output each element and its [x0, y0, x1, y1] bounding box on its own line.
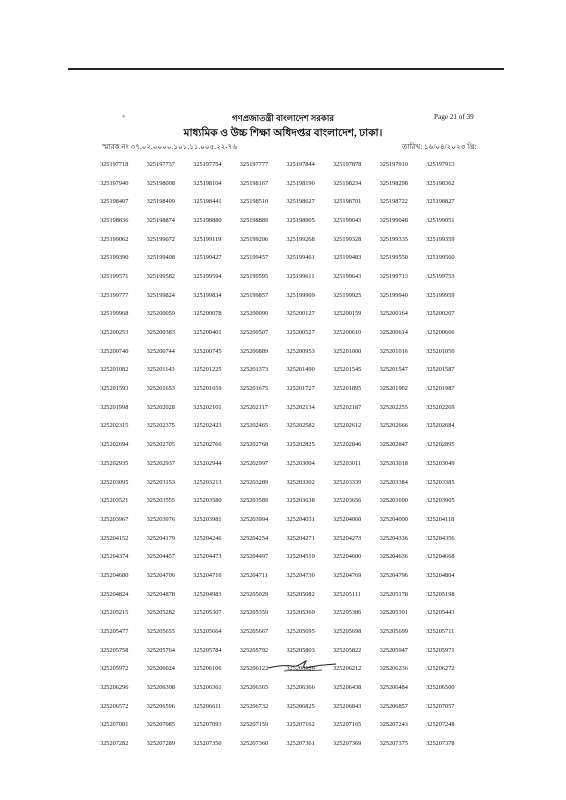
roll-number-cell: 325198836	[100, 216, 129, 224]
roll-number-cell: 325198234	[332, 179, 362, 187]
roll-number-cell: 325207165	[332, 721, 362, 729]
roll-number-cell: 325205711	[426, 628, 455, 636]
roll-number-cell: 325198874	[146, 216, 175, 224]
roll-number-cell: 325205667	[239, 628, 269, 636]
table-row	[100, 398, 473, 417]
roll-number-cell: 325203004	[286, 459, 315, 467]
roll-number-cell: 325202825	[286, 441, 315, 449]
table-row	[100, 155, 473, 174]
roll-number-cell: 325205359	[239, 609, 269, 617]
roll-number-cell: 325204273	[332, 534, 362, 542]
roll-number-cell: 325200059	[146, 310, 175, 318]
roll-number-cell: 325207378	[426, 740, 455, 748]
roll-number-cell: 325204118	[426, 515, 455, 523]
roll-number-cell: 325207350	[193, 740, 222, 748]
roll-number-cell: 325203656	[332, 497, 362, 505]
roll-number-cell: 325203153	[146, 478, 175, 486]
roll-number-cell: 325201143	[146, 366, 175, 374]
roll-number-cell: 325203302	[286, 478, 315, 486]
table-row	[100, 491, 473, 510]
roll-number-cell: 325207085	[146, 721, 175, 729]
roll-number-cell: 325205792	[239, 646, 269, 654]
roll-number-cell: 325197940	[100, 179, 129, 187]
table-row	[100, 417, 473, 436]
roll-number-cell: 325204271	[286, 534, 315, 542]
roll-number-cell: 325206484	[379, 684, 408, 692]
roll-number-cell: 325199408	[146, 254, 175, 262]
roll-number-cell: 325202028	[146, 403, 175, 411]
roll-number-cell: 325204824	[100, 590, 129, 598]
roll-number-cell: 325205477	[100, 628, 129, 636]
roll-number-cell: 325197754	[193, 160, 222, 168]
roll-number-cell: 325206596	[146, 702, 175, 710]
roll-number-cell: 325199461	[286, 254, 315, 262]
roll-number-cell: 325202375	[146, 422, 175, 430]
roll-number-cell: 325206308	[146, 684, 175, 692]
roll-number-cell: 325197737	[146, 160, 175, 168]
roll-number-cell: 325204600	[332, 553, 362, 561]
roll-number-cell: 325206236	[379, 665, 408, 673]
roll-number-cell: 325199062	[100, 235, 129, 243]
memo-number: স্মারক নং ৩৭.০২.০০০০.১০১.১১.০০৫.২২-৭৬	[102, 143, 238, 151]
roll-number-cell: 325206572	[100, 702, 129, 710]
roll-number-cell: 325200744	[146, 347, 175, 355]
roll-number-cell: 325197913	[426, 160, 455, 168]
roll-number-cell: 325204031	[286, 515, 315, 523]
roll-number-cell: 325198167	[239, 179, 269, 187]
roll-number-cell: 325203905	[426, 497, 455, 505]
table-row	[100, 585, 473, 604]
roll-number-cell: 325199753	[426, 272, 455, 280]
roll-number-cell: 325207159	[239, 721, 269, 729]
roll-number-cell: 325197844	[286, 160, 315, 168]
roll-number-cell: 325201675	[239, 385, 269, 393]
roll-number-cell: 325204680	[100, 571, 129, 579]
page-subtitle: মাধ্যমিক ও উচ্চ শিক্ষা অধিদপ্তর বাংলাদেশ, ঢাকা।	[183, 128, 383, 139]
roll-number-cell: 325205443	[426, 609, 455, 617]
roll-number-cell: 325202423	[193, 422, 222, 430]
roll-number-cell: 325197777	[239, 160, 269, 168]
roll-number-cell: 325200610	[332, 329, 362, 337]
roll-number-cell: 325201987	[426, 385, 455, 393]
roll-number-cell: 325202684	[426, 422, 455, 430]
roll-number-cell: 325200383	[146, 329, 175, 337]
roll-number-cell: 325206500	[426, 684, 455, 692]
roll-number-cell: 325199643	[332, 272, 362, 280]
roll-number-cell: 325206732	[239, 702, 269, 710]
table-row	[100, 267, 473, 286]
roll-number-cell: 325207361	[286, 740, 315, 748]
roll-number-cell: 325207369	[332, 740, 362, 748]
roll-number-cell: 325201902	[379, 385, 408, 393]
roll-number-cell: 325202117	[239, 403, 268, 411]
roll-number-cell: 325205822	[332, 646, 362, 654]
roll-number-cell: 325206857	[379, 702, 408, 710]
roll-number-cell: 325202187	[332, 403, 362, 411]
roll-number-cell: 325203339	[332, 478, 362, 486]
roll-number-cell: 325204878	[146, 590, 175, 598]
roll-number-cell: 325199857	[239, 291, 269, 299]
roll-number-cell: 325206361	[193, 684, 222, 692]
roll-number-cell: 325201659	[193, 385, 222, 393]
roll-number-cell: 325201000	[332, 347, 362, 355]
roll-number-cell: 325205655	[146, 628, 175, 636]
roll-number-cell: 325203555	[146, 497, 175, 505]
roll-number-cell: 325199595	[239, 272, 269, 280]
roll-number-cell: 325202895	[426, 441, 455, 449]
roll-number-cell: 325201727	[286, 385, 315, 393]
roll-number-cell: 325201225	[193, 366, 222, 374]
roll-number-cell: 325199457	[239, 254, 269, 262]
signature	[266, 656, 338, 674]
roll-number-cell: 325201373	[239, 366, 269, 374]
roll-number-cell: 325204804	[426, 571, 455, 579]
roll-number-cell: 325204730	[286, 571, 315, 579]
roll-number-cell: 325202315	[100, 422, 129, 430]
roll-number-cell: 325203638	[286, 497, 315, 505]
roll-number-cell: 325205386	[332, 609, 362, 617]
roll-number-cell: 325199268	[286, 235, 315, 243]
roll-number-cell: 325207081	[100, 721, 129, 729]
roll-number-cell: 325204711	[239, 571, 268, 579]
roll-number-cell: 325200164	[379, 310, 408, 318]
roll-number-cell: 325201082	[100, 366, 129, 374]
roll-number-cell: 325205215	[100, 609, 129, 617]
table-row	[100, 454, 473, 473]
roll-number-cell: 325204246	[193, 534, 222, 542]
roll-number-cell: 325199824	[146, 291, 175, 299]
roll-number-cell: 325200889	[239, 347, 269, 355]
roll-number-cell: 325200527	[286, 329, 315, 337]
roll-number-cell: 325198190	[286, 179, 315, 187]
roll-number-cell: 325198407	[100, 198, 129, 206]
roll-number-cell: 325206611	[193, 702, 222, 710]
roll-number-cell: 325198362	[426, 179, 455, 187]
table-row	[100, 323, 473, 342]
roll-number-cell: 325207375	[379, 740, 408, 748]
document-date: তারিখ: ১৬/০৪/২০২৩ খ্রি:	[402, 143, 477, 151]
roll-number-cell: 325206212	[332, 665, 362, 673]
roll-number-cell: 325204983	[193, 590, 222, 598]
roll-number-cell: 325198298	[379, 179, 408, 187]
roll-number-cell: 325198441	[193, 198, 222, 206]
table-row	[100, 248, 473, 267]
roll-number-cell: 325202768	[239, 441, 269, 449]
roll-number-cell: 325201998	[100, 403, 129, 411]
roll-number-cell: 325204473	[193, 553, 222, 561]
roll-number-cell: 325198905	[286, 216, 315, 224]
roll-number-cell: 325199834	[193, 291, 222, 299]
roll-number-cell: 325200401	[193, 329, 222, 337]
roll-number-cell: 325202846	[332, 441, 362, 449]
roll-number-cell: 325203981	[193, 515, 222, 523]
roll-number-cell: 325199571	[100, 272, 129, 280]
roll-number-cell: 325197910	[379, 160, 408, 168]
roll-number-cell: 325204636	[379, 553, 408, 561]
roll-number-cell: 325207360	[239, 740, 269, 748]
roll-number-cell: 325206843	[332, 702, 362, 710]
roll-number-cell: 325204668	[426, 553, 455, 561]
table-row	[100, 510, 473, 529]
roll-number-cell: 325205391	[379, 609, 408, 617]
roll-number-cell: 325203384	[379, 478, 408, 486]
page-number: Page 21 of 39	[434, 113, 474, 121]
roll-number-cell: 325198889	[239, 216, 269, 224]
roll-number-cell: 325205198	[426, 590, 455, 598]
roll-number-cell: 325199713	[379, 272, 408, 280]
roll-number-cell: 325203095	[100, 478, 129, 486]
roll-number-cell: 325200740	[100, 347, 129, 355]
roll-number-cell: 325200127	[286, 310, 315, 318]
table-row	[100, 286, 473, 305]
roll-number-cell: 325204060	[332, 515, 362, 523]
roll-number-cell: 325199328	[332, 235, 362, 243]
roll-number-cell: 325202465	[239, 422, 269, 430]
roll-number-cell: 325200090	[239, 310, 269, 318]
roll-number-cell: 325204152	[100, 534, 129, 542]
roll-number-cell: 325198701	[332, 198, 362, 206]
table-row	[100, 622, 473, 641]
roll-number-cell: 325199359	[426, 235, 455, 243]
roll-number-cell: 325202847	[379, 441, 408, 449]
table-row	[100, 529, 473, 548]
roll-number-cell: 325199427	[193, 254, 222, 262]
roll-number-cell: 325205972	[100, 665, 129, 673]
roll-number-cell: 325206106	[193, 665, 222, 673]
roll-number-cell: 325201545	[332, 366, 362, 374]
roll-number-cell: 325198827	[426, 198, 455, 206]
roll-number-cell: 325199959	[426, 291, 455, 299]
roll-number-cell: 325207248	[426, 721, 455, 729]
roll-number-cell: 325207057	[426, 702, 455, 710]
table-row	[100, 379, 473, 398]
roll-number-cell: 325207289	[146, 740, 175, 748]
roll-number-cell: 325200953	[286, 347, 315, 355]
roll-number-cell: 325203049	[426, 459, 455, 467]
roll-number-cell: 325199072	[146, 235, 175, 243]
roll-number-cell: 325199940	[379, 291, 408, 299]
roll-number-cell: 325199560	[426, 254, 455, 262]
roll-number-cell: 325207162	[286, 721, 315, 729]
roll-number-cell: 325198722	[379, 198, 408, 206]
roll-number-cell: 325205698	[332, 628, 362, 636]
table-row	[100, 604, 473, 623]
roll-number-cell: 325206825	[286, 702, 315, 710]
roll-number-cell: 325200614	[379, 329, 408, 337]
roll-number-cell: 325204497	[239, 553, 269, 561]
table-row	[100, 435, 473, 454]
roll-number-cell: 325203994	[239, 515, 269, 523]
roll-number-cell: 325201653	[146, 385, 175, 393]
roll-number-cell: 325205369	[286, 609, 315, 617]
roll-number-cell: 325200666	[426, 329, 455, 337]
roll-number-cell: 325199335	[379, 235, 408, 243]
roll-number-cell: 325204374	[100, 553, 129, 561]
roll-number-cell: 325205111	[332, 590, 361, 598]
roll-number-cell: 325206366	[286, 684, 315, 692]
roll-number-cell: 325203385	[426, 478, 455, 486]
roll-number-cell: 325205764	[146, 646, 175, 654]
roll-number-cell: 325201593	[100, 385, 129, 393]
roll-number-cell: 325203967	[100, 515, 129, 523]
roll-number-cell: 325204796	[379, 571, 408, 579]
roll-number-cell: 325205307	[193, 609, 222, 617]
roll-number-cell: 325201587	[426, 366, 455, 374]
table-row	[100, 734, 473, 753]
roll-number-cell: 325199119	[193, 235, 222, 243]
table-row	[100, 211, 473, 230]
roll-number-cell: 325203690	[379, 497, 408, 505]
roll-number-cell: 325201016	[379, 347, 408, 355]
roll-number-cell: 325204710	[193, 571, 222, 579]
roll-number-cell: 325205282	[146, 609, 175, 617]
table-row	[100, 716, 473, 735]
roll-number-cell: 325203018	[379, 459, 408, 467]
roll-number-cell: 325205178	[379, 590, 408, 598]
roll-number-cell: 325204336	[379, 534, 408, 542]
roll-number-cell: 325198008	[146, 179, 175, 187]
roll-number-cell: 325197878	[332, 160, 362, 168]
roll-number-cell: 325200507	[239, 329, 269, 337]
roll-number-cell: 325203580	[193, 497, 222, 505]
roll-number-cell: 325204090	[379, 515, 408, 523]
roll-number-cell: 325200078	[193, 310, 222, 318]
roll-number-cell: 325203289	[239, 478, 269, 486]
roll-number-cell: 325202255	[379, 403, 408, 411]
roll-number-cell: 325202612	[332, 422, 362, 430]
roll-number-cell: 325206126	[286, 665, 315, 673]
roll-number-cell: 325202944	[193, 459, 222, 467]
roll-number-cell: 325198510	[239, 198, 269, 206]
roll-number-cell: 325204519	[286, 553, 315, 561]
roll-number-cell: 325198627	[286, 198, 315, 206]
roll-number-cell: 325198104	[193, 179, 222, 187]
roll-number-cell: 325199550	[379, 254, 408, 262]
roll-number-cell: 325202997	[239, 459, 269, 467]
roll-number-cell: 325205664	[193, 628, 222, 636]
roll-number-cell: 325205784	[193, 646, 222, 654]
roll-number-cell: 325199048	[379, 216, 408, 224]
roll-number-cell: 325203213	[193, 478, 222, 486]
table-row	[100, 305, 473, 324]
roll-number-cell: 325202705	[146, 441, 175, 449]
table-row	[100, 566, 473, 585]
roll-number-cell: 325202694	[100, 441, 129, 449]
roll-number-cell: 325205803	[286, 646, 315, 654]
table-row	[100, 361, 473, 380]
roll-number-cell: 325199611	[286, 272, 315, 280]
roll-number-cell: 325204769	[332, 571, 362, 579]
roll-number-cell: 325206272	[426, 665, 455, 673]
table-row	[100, 230, 473, 249]
roll-number-cell: 325202935	[100, 459, 129, 467]
roll-number-cell: 325199043	[332, 216, 362, 224]
roll-number-cell: 325205758	[100, 646, 129, 654]
roll-number-cell: 325202582	[286, 422, 315, 430]
roll-number-cell: 325207093	[193, 721, 222, 729]
roll-number-cell: 325206365	[239, 684, 269, 692]
roll-number-cell: 325204179	[146, 534, 175, 542]
roll-number-cell: 325199594	[193, 272, 222, 280]
roll-number-cell: 325197718	[100, 160, 129, 168]
roll-number-cell: 325203976	[146, 515, 175, 523]
roll-number-cell: 325202766	[193, 441, 222, 449]
roll-number-cell: 325205695	[286, 628, 315, 636]
table-row	[100, 697, 473, 716]
roll-number-cell: 325206296	[100, 684, 129, 692]
roll-number-cell: 325201895	[332, 385, 362, 393]
roll-number-cell: 325198409	[146, 198, 175, 206]
roll-number-cell: 325203521	[100, 497, 129, 505]
roll-number-cell: 325200207	[426, 310, 455, 318]
roll-number-cell: 325207282	[100, 740, 129, 748]
roll-number-cell: 325205699	[379, 628, 408, 636]
roll-number-cell: 325205029	[239, 590, 269, 598]
table-row	[100, 678, 473, 697]
roll-number-cell: 325199390	[100, 254, 129, 262]
roll-number-cell: 325202101	[193, 403, 222, 411]
roll-number-cell: 325199925	[332, 291, 362, 299]
roll-number-cell: 325205082	[286, 590, 315, 598]
roll-number-cell: 325200159	[332, 310, 362, 318]
roll-number-cell: 325201490	[286, 366, 315, 374]
roll-number-cell: 325199582	[146, 272, 175, 280]
roll-number-cell: 325205971	[426, 646, 455, 654]
roll-number-cell: 325202269	[426, 403, 455, 411]
roll-number-cell: 325205947	[379, 646, 408, 654]
table-row	[100, 342, 473, 361]
roll-number-cell: 325202937	[146, 459, 175, 467]
roll-number-cell: 325204457	[146, 553, 175, 561]
table-row	[100, 473, 473, 492]
roll-number-cell: 325201547	[379, 366, 408, 374]
roll-number-cell: 325199483	[332, 254, 362, 262]
roll-number-cell: 325199968	[100, 310, 129, 318]
roll-number-cell: 325203589	[239, 497, 269, 505]
roll-number-cell: 325199909	[286, 291, 315, 299]
table-row	[100, 547, 473, 566]
roll-number-cell: 325198880	[193, 216, 222, 224]
table-row	[100, 174, 473, 193]
roll-number-cell: 325206122	[239, 665, 269, 673]
page-mark: *	[122, 114, 126, 122]
top-rule	[68, 68, 504, 70]
roll-number-cell: 325206024	[146, 665, 175, 673]
roll-number-cell: 325199051	[426, 216, 455, 224]
roll-number-cell: 325202666	[379, 422, 408, 430]
roll-number-cell: 325206438	[332, 684, 362, 692]
roll-number-cell: 325204254	[239, 534, 269, 542]
roll-number-cell: 325200253	[100, 329, 129, 337]
roll-number-cell: 325199777	[100, 291, 129, 299]
roll-number-cell: 325202134	[286, 403, 315, 411]
roll-number-cell: 325201050	[426, 347, 455, 355]
roll-number-cell: 325203011	[332, 459, 362, 467]
page-title: গণপ্রজাতন্ত্রী বাংলাদেশ সরকার	[231, 113, 335, 123]
roll-number-cell: 325204356	[426, 534, 455, 542]
roll-number-cell: 325200745	[193, 347, 222, 355]
roll-number-cell: 325207243	[379, 721, 408, 729]
roll-number-cell: 325204706	[146, 571, 175, 579]
table-row	[100, 192, 473, 211]
roll-number-cell: 325199206	[239, 235, 269, 243]
